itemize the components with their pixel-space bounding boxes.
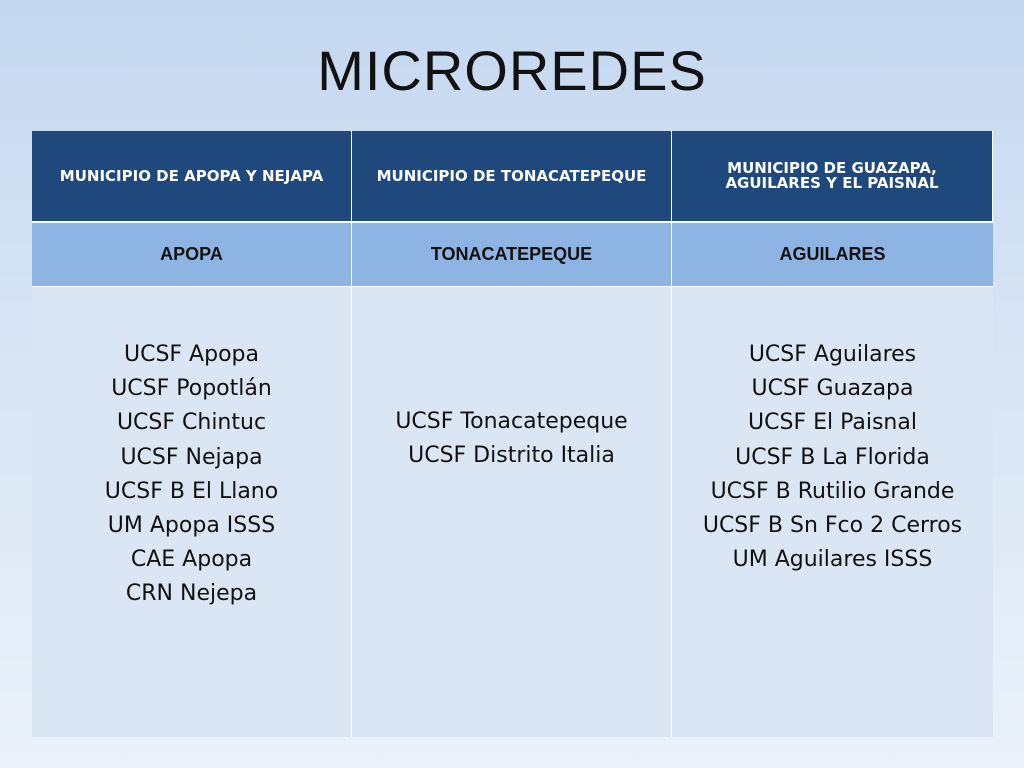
list-item: UCSF Distrito Italia: [408, 443, 615, 469]
microredes-table: [32, 131, 993, 737]
list-item: UCSF B La Florida: [735, 444, 930, 470]
list-item: UCSF Popotlán: [111, 376, 272, 402]
facility-list-aguilares: [703, 338, 962, 577]
facility-list-tonacatepeque: [395, 405, 627, 473]
list-item: UCSF Nejapa: [120, 444, 263, 470]
column-header-tonacatepeque: MUNICIPIO DE TONACATEPEQUE: [352, 131, 672, 223]
list-item: UCSF Chintuc: [116, 410, 267, 436]
facility-list-apopa: [105, 338, 278, 612]
column-header-apopa-nejapa: MUNICIPIO DE APOPA Y NEJAPA: [32, 131, 352, 223]
subheader-apopa: APOPA: [32, 223, 352, 287]
column-header-guazapa-aguilares-paisnal: MUNICIPIO DE GUAZAPA, AGUILARES Y EL PAISNAL: [672, 131, 993, 223]
list-item: CAE Apopa: [130, 547, 253, 573]
list-item: UCSF Apopa: [123, 342, 259, 367]
slide-title: MICROREDES: [317, 39, 707, 102]
list-item: UCSF B Rutilio Grande: [710, 478, 955, 504]
list-item: UCSF B El Llano: [104, 478, 279, 504]
column-body-aguilares: [672, 287, 993, 737]
list-item: UCSF B Sn Fco 2 Cerros: [702, 513, 963, 539]
subheader-aguilares: AGUILARES: [672, 223, 993, 287]
list-item: UCSF Guazapa: [751, 376, 914, 402]
list-item: UCSF Aguilares: [748, 342, 917, 367]
list-item: UM Apopa ISSS: [107, 513, 276, 539]
column-body-apopa: [32, 287, 352, 737]
subheader-tonacatepeque: TONACATEPEQUE: [352, 223, 672, 287]
list-item: CRN Nejepa: [125, 581, 258, 607]
column-body-tonacatepeque: [352, 287, 672, 737]
list-item: UCSF El Paisnal: [748, 410, 917, 436]
list-item: UM Aguilares ISSS: [732, 547, 933, 573]
list-item: UCSF Tonacatepeque: [395, 409, 628, 434]
